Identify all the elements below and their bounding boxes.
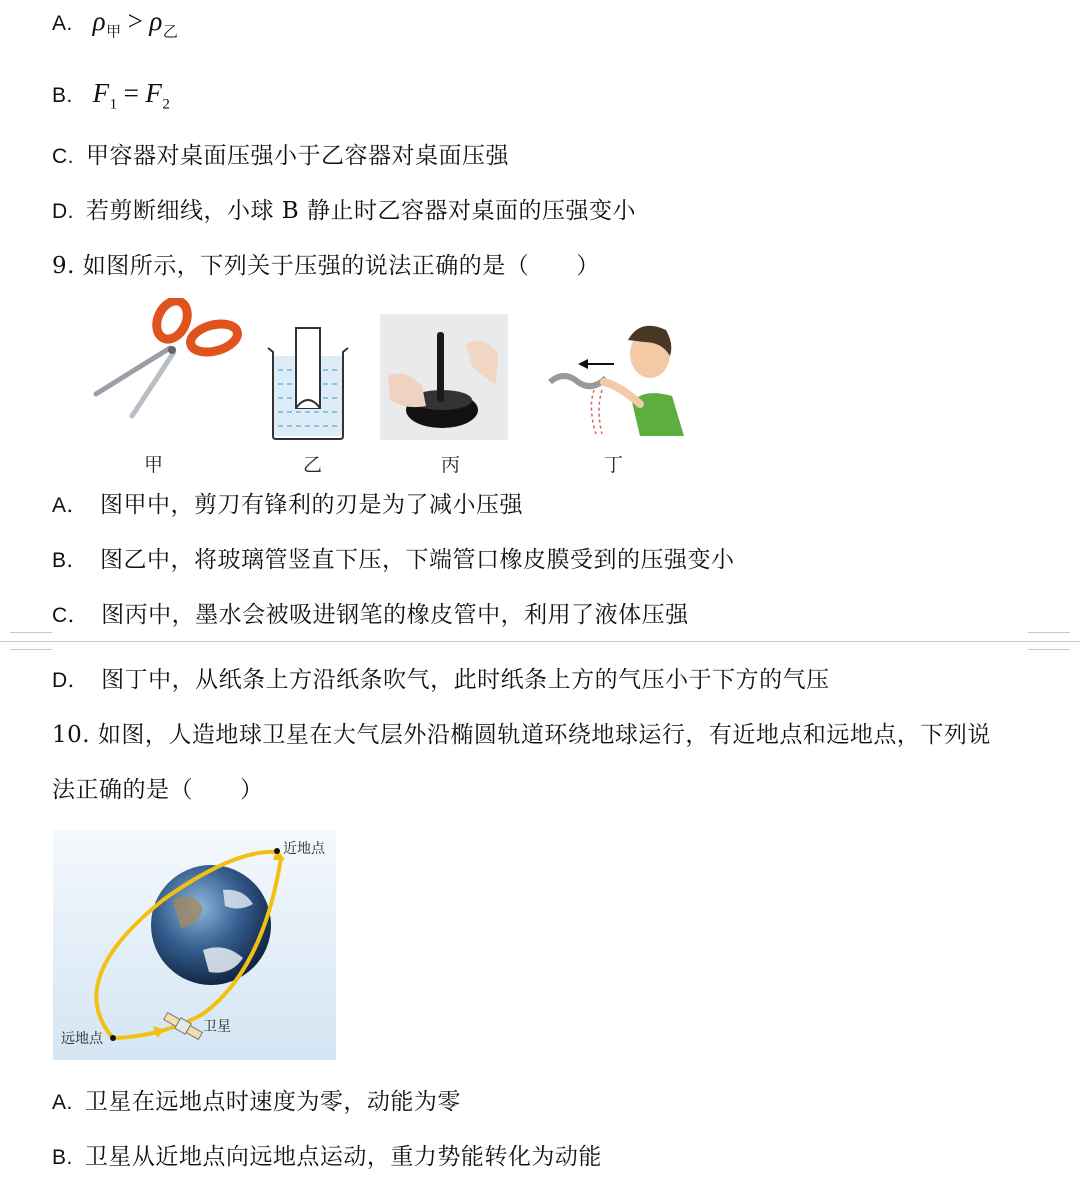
q8-option-c [52,141,509,172]
orbit-diagram [53,830,336,1060]
apogee-label: 远地点 [61,1031,103,1047]
option-label: B. [52,1146,73,1169]
satellite-orbit-figure [53,830,336,1060]
option-label: A． [52,494,89,517]
beaker-figure [264,326,350,442]
figure-caption-jia: 甲 [144,454,164,476]
q10-option-a [52,1087,461,1118]
scissors-figure [88,298,248,423]
option-label: C. [52,145,74,168]
option-text: 若剪断细线，小球 B 静止时乙容器对桌面的压强变小 [86,198,637,224]
option-label: A. [52,12,73,35]
option-label: B． [52,549,89,572]
perigee-label: 近地点 [283,841,325,857]
boy-blowing-figure [544,312,688,442]
formula: $\rho_甲 > \rho_乙$ [92,6,179,41]
q9-option-c [52,600,689,631]
q8-option-b [52,78,170,119]
option-label: D． [52,669,90,692]
q10-stem-line1: 10. 如图，人造地球卫星在大气层外沿椭圆轨道环绕地球运行，有近地点和远地点，下列说 [52,722,991,748]
q10-stem-line2: 法正确的是（ ） [52,777,264,803]
page-break-mark-left [10,632,52,650]
option-label: B. [52,84,73,107]
q8-option-d [52,196,636,227]
page-break-mark-right [1028,632,1070,650]
option-label: C． [52,604,90,627]
option-text: 图丁中，从纸条上方沿纸条吹气，此时纸条上方的气压小于下方的气压 [101,667,830,693]
option-text: 甲容器对桌面压强小于乙容器对桌面压强 [86,143,509,169]
option-text: 图乙中，将玻璃管竖直下压，下端管口橡皮膜受到的压强变小 [100,547,735,573]
q8-option-a [52,6,178,47]
option-text: 卫星从近地点向远地点运动，重力势能转化为动能 [84,1144,602,1170]
option-text: 图丙中，墨水会被吸进钢笔的橡皮管中，利用了液体压强 [101,602,689,628]
option-text: 图甲中，剪刀有锋利的刃是为了减小压强 [100,492,524,518]
ink-bottle-figure [380,314,508,440]
q9-option-b [52,545,735,576]
q9-option-a [52,490,523,521]
q9-option-d [52,665,830,696]
page-break [0,640,1080,644]
option-text: 卫星在远地点时速度为零，动能为零 [84,1089,461,1115]
figure-caption-ding: 丁 [604,454,624,476]
q10-option-b [52,1142,602,1173]
option-label: D. [52,200,74,223]
figure-caption-bing: 丙 [441,454,461,476]
q9-stem: 9. 如图所示，下列关于压强的说法正确的是（ ） [52,253,600,279]
formula: $F_1 = F_2$ [92,78,171,113]
satellite-label: 卫星 [203,1019,231,1035]
figure-caption-yi: 乙 [303,454,323,476]
option-label: A. [52,1091,73,1114]
page-break-rule [0,641,1080,642]
